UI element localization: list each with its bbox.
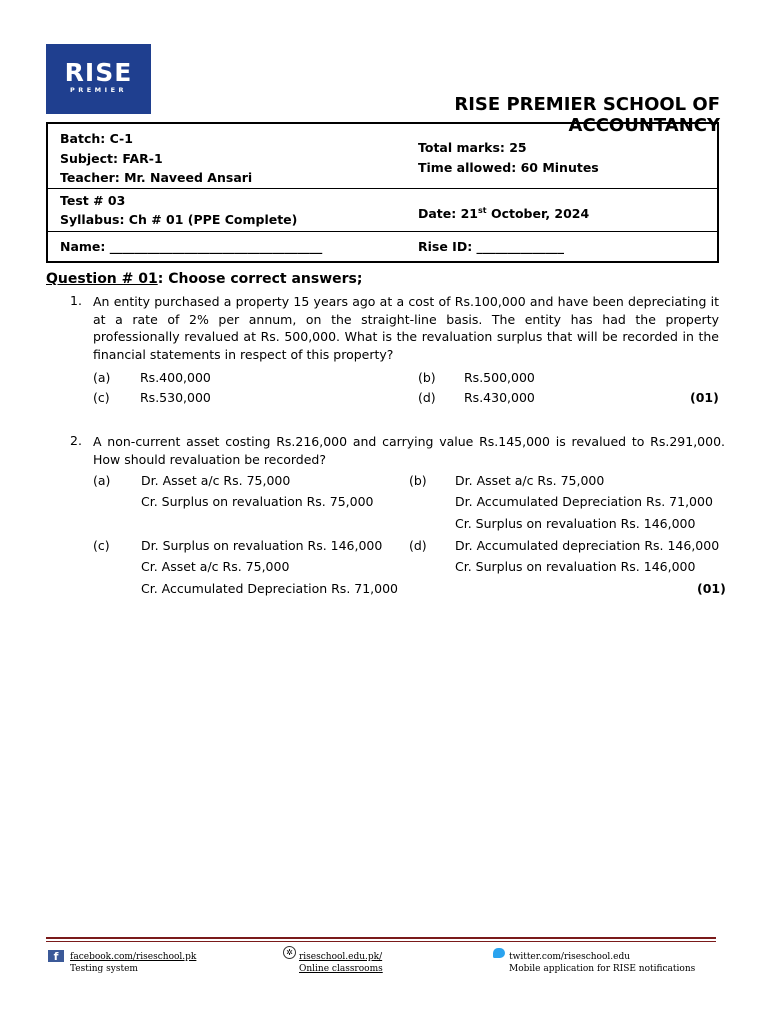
q2-option-c-line1: Dr. Surplus on revaluation Rs. 146,000 <box>141 538 383 553</box>
total-marks: Total marks: 25 <box>418 140 527 155</box>
q1-option-a-label: (a) <box>93 370 111 385</box>
footer-divider <box>46 937 716 939</box>
q2-option-a-label: (a) <box>93 473 111 488</box>
q2-option-b-line2: Dr. Accumulated Depreciation Rs. 71,000 <box>455 494 713 509</box>
footer-divider-thin <box>46 941 716 942</box>
logo-main-text: RISE <box>64 58 133 87</box>
q2-option-d-line1: Dr. Accumulated depreciation Rs. 146,000 <box>455 538 720 553</box>
test-number: Test # 03 <box>60 193 126 208</box>
twitter-link[interactable]: twitter.com/riseschool.edu <box>509 952 630 962</box>
info-row-3 <box>48 231 717 263</box>
q2-option-c-line2: Cr. Asset a/c Rs. 75,000 <box>141 559 290 574</box>
facebook-link[interactable]: facebook.com/riseschool.pk <box>70 952 197 962</box>
footer-facebook <box>70 951 196 975</box>
time-allowed: Time allowed: 60 Minutes <box>418 160 599 175</box>
q1-option-c: Rs.530,000 <box>140 390 211 405</box>
q1-text: An entity purchased a property 15 years ago at a cost of Rs.100,000 and have been depreciating it at a rate of 2% per annum, on the straight-line basis. The entity has had the property professionally revalued at Rs. 500,000. What is the revaluation surplus that will be recorded in the financial statements in respect of this property? <box>93 294 719 362</box>
q2-option-d-line2: Cr. Surplus on revaluation Rs. 146,000 <box>455 559 696 574</box>
globe-icon: ✲ <box>283 946 296 959</box>
q2-option-b-line1: Dr. Asset a/c Rs. 75,000 <box>455 473 605 488</box>
q1-option-b: Rs.500,000 <box>464 370 535 385</box>
footer-web <box>299 951 383 975</box>
date-rest: October, 2024 <box>486 206 590 222</box>
date-suffix-sup: st <box>478 206 487 215</box>
q2-option-c-line3: Cr. Accumulated Depreciation Rs. 71,000 <box>141 581 399 596</box>
question-instruction: : Choose correct answers; <box>157 271 363 287</box>
q1-number: 1. <box>70 293 82 308</box>
q2-number: 2. <box>70 433 82 448</box>
q2-text: A non-current asset costing Rs.216,000 and carrying value Rs.145,000 is revalued to Rs.291,000. How should revaluation be recorded? <box>93 434 725 467</box>
info-row-1 <box>48 124 717 189</box>
q2-option-b-line3: Cr. Surplus on revaluation Rs. 146,000 <box>455 516 696 531</box>
q1-option-d-label: (d) <box>418 390 436 405</box>
q2-option-a-line2: Cr. Surplus on revaluation Rs. 75,000 <box>141 494 374 509</box>
syllabus: Syllabus: Ch # 01 (PPE Complete) <box>60 212 298 227</box>
twitter-icon <box>493 948 505 958</box>
test-date <box>418 201 589 223</box>
q1-option-b-label: (b) <box>418 370 436 385</box>
school-logo <box>46 44 151 114</box>
subject: Subject: FAR-1 <box>60 151 163 166</box>
facebook-caption: Testing system <box>70 964 138 974</box>
q2-marks: (01) <box>697 581 726 596</box>
teacher: Teacher: Mr. Naveed Ansari <box>60 170 253 185</box>
name-field: Name: __________________________________ <box>60 239 323 254</box>
info-row-2 <box>48 188 717 232</box>
website-link[interactable]: riseschool.edu.pk/ <box>299 952 383 962</box>
date-prefix: Date: 21 <box>418 206 479 222</box>
question-number: Question # 01 <box>46 271 158 287</box>
twitter-caption: Mobile application for RISE notifications <box>509 964 696 974</box>
test-info-box <box>46 122 719 263</box>
q1-option-c-label: (c) <box>93 390 110 405</box>
facebook-icon: f <box>48 950 64 962</box>
question-title <box>46 271 362 287</box>
q2-option-b-label: (b) <box>409 473 427 488</box>
school-title: RISE PREMIER SCHOOL OF ACCOUNTANCY <box>454 94 720 136</box>
q1-option-d: Rs.430,000 <box>464 390 535 405</box>
q1-marks: (01) <box>690 390 719 405</box>
q2-option-d-label: (d) <box>409 538 427 553</box>
q2-option-a-line1: Dr. Asset a/c Rs. 75,000 <box>141 473 291 488</box>
q1-option-a: Rs.400,000 <box>140 370 211 385</box>
footer-twitter <box>509 951 695 975</box>
logo-sub-text: PREMIER <box>69 86 128 94</box>
rise-id-field: Rise ID: ______________ <box>418 239 565 254</box>
batch: Batch: C-1 <box>60 131 133 146</box>
website-caption: Online classrooms <box>299 964 383 974</box>
q2-option-c-label: (c) <box>93 538 110 553</box>
